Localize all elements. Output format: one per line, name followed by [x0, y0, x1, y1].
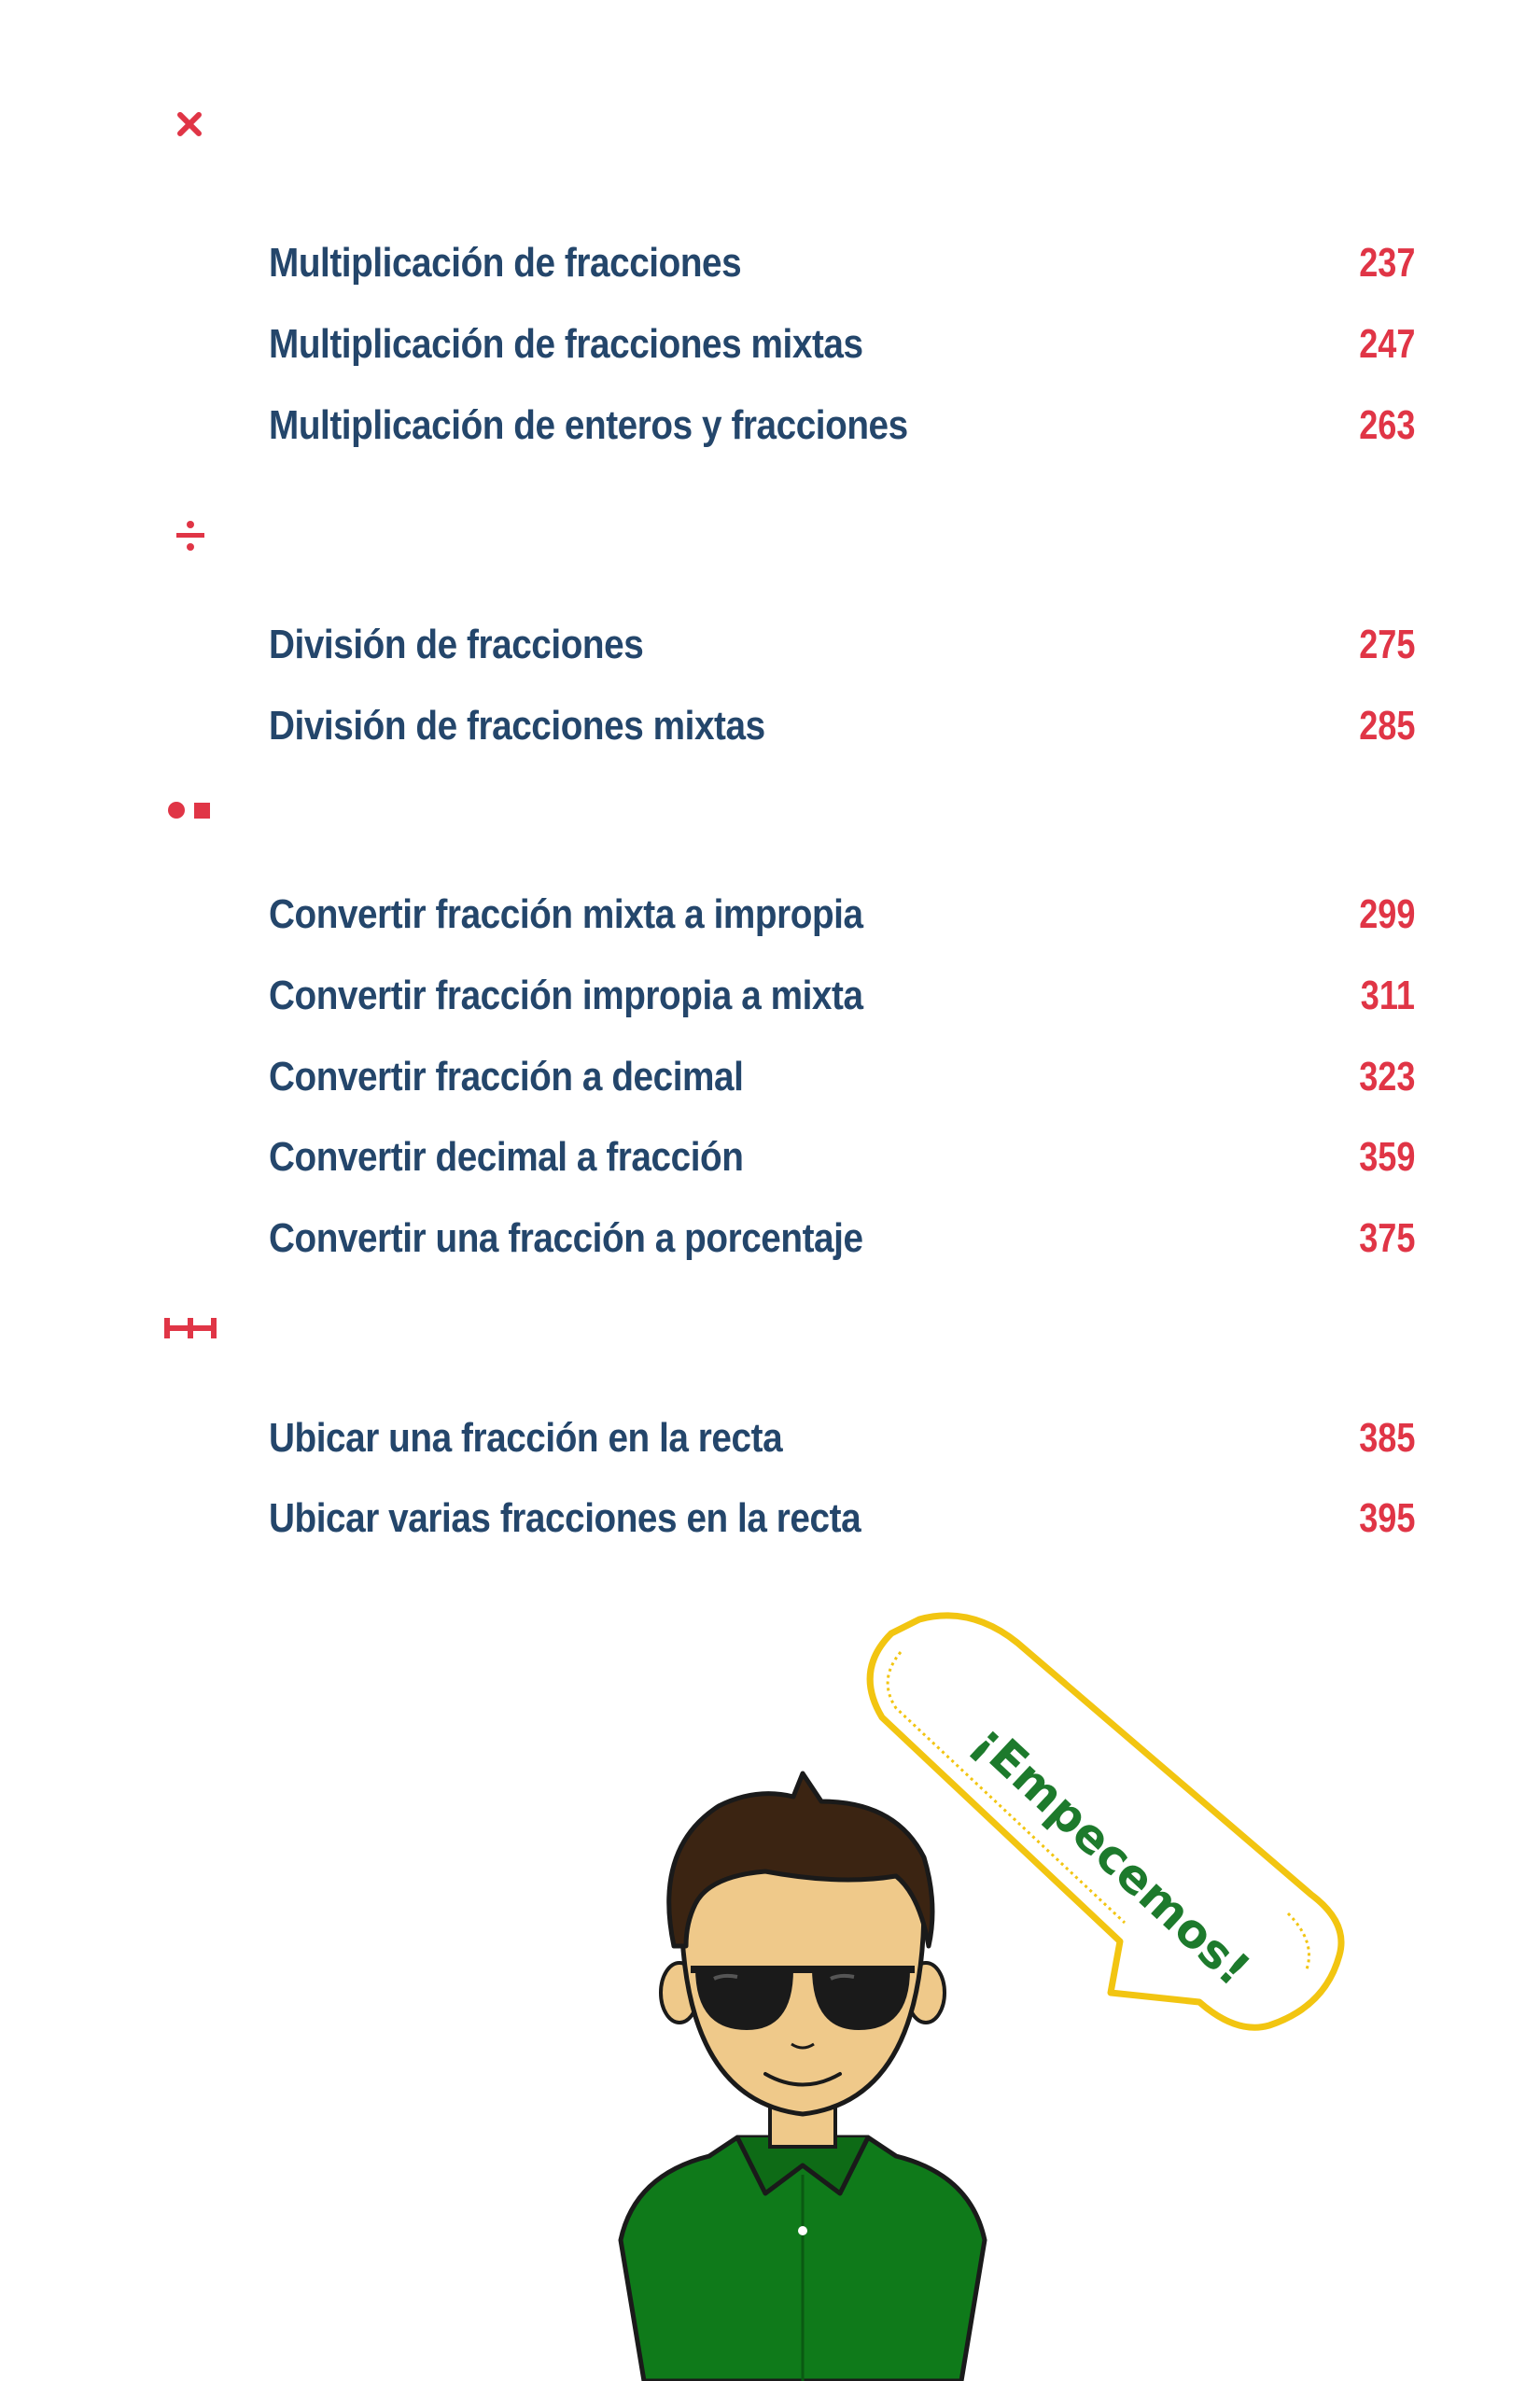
- toc-entry-page: 285: [1358, 703, 1415, 749]
- toc-entry-page: 359: [1358, 1134, 1415, 1180]
- toc-entry-title: División de fracciones mixtas: [269, 703, 765, 749]
- toc-entry-title: Convertir fracción impropia a mixta: [269, 973, 863, 1018]
- toc-entry-page: 395: [1358, 1495, 1415, 1541]
- toc-entry-title: Ubicar varias fracciones en la recta: [269, 1495, 861, 1541]
- toc-entry-title: Convertir decimal a fracción: [269, 1134, 744, 1180]
- toc-entry-page: 299: [1358, 891, 1415, 937]
- toc-entry-page: 311: [1360, 973, 1415, 1018]
- toc-entry-page: 275: [1358, 622, 1415, 667]
- toc-entry-title: Multiplicación de fracciones mixtas: [269, 321, 863, 367]
- speech-bubble-text: ¡Empecemos!: [962, 1714, 1261, 1996]
- toc-entry-page: 237: [1358, 240, 1415, 286]
- toc-entry-title: Multiplicación de enteros y fracciones: [269, 402, 908, 448]
- toc-entry-title: Convertir una fracción a porcentaje: [269, 1215, 863, 1261]
- toc-entry-page: 247: [1358, 321, 1415, 367]
- toc-entry-title: Convertir fracción a decimal: [269, 1054, 744, 1099]
- toc-entry-page: 385: [1358, 1415, 1415, 1461]
- toc-entry-title: División de fracciones: [269, 622, 644, 667]
- toc-entry-page: 263: [1358, 402, 1415, 448]
- speech-bubble: [870, 1616, 1341, 2027]
- toc-entry-page: 323: [1358, 1054, 1415, 1099]
- toc-entry-title: Multiplicación de fracciones: [269, 240, 742, 286]
- mascot-head: [661, 1773, 945, 2114]
- mascot-body: [621, 2091, 985, 2381]
- toc-entry-title: Convertir fracción mixta a impropia: [269, 891, 863, 937]
- toc-entry-page: 375: [1358, 1215, 1415, 1261]
- toc-entry-title: Ubicar una fracción en la recta: [269, 1415, 783, 1461]
